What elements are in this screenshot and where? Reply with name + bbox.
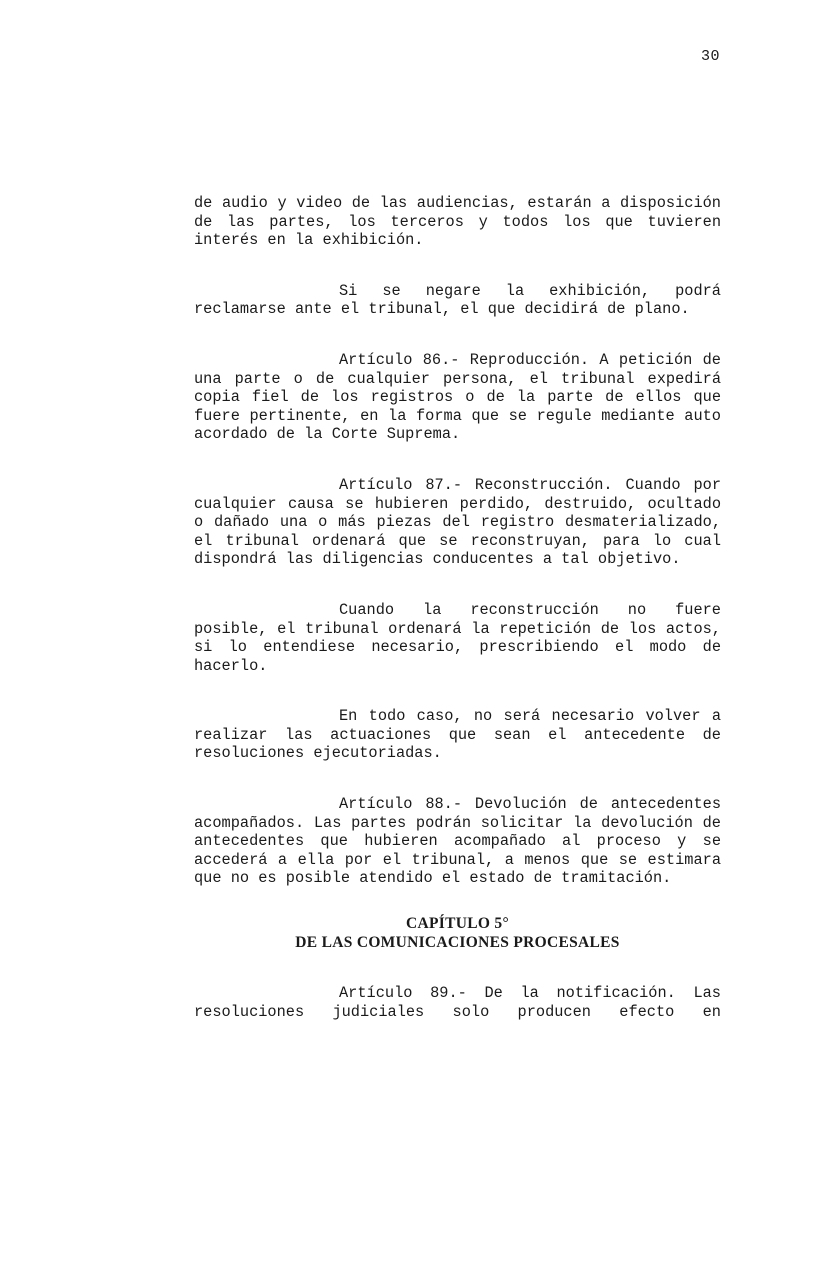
chapter-heading bbox=[194, 914, 721, 952]
paragraph-articulo-87: Artículo 87.- Reconstrucción. Cuando por cualquier causa se hubieren perdido, destruido, ocultado o dañado una o más piezas del registro desmaterializado, el tribunal ordenará que se reconstruyan, para lo cual dispondrá las diligencias conducentes a tal objetivo. bbox=[194, 475, 721, 569]
document-body bbox=[194, 194, 721, 1021]
paragraph-articulo-89: Artículo 89.- De la notificación. Las resoluciones judiciales solo producen efecto en bbox=[194, 984, 721, 1021]
chapter-number: CAPÍTULO 5° bbox=[406, 915, 509, 933]
paragraph-reconstruccion-no-posible: Cuando la reconstrucción no fuere posible, el tribunal ordenará la repetición de los actos, si lo entendiese necesario, prescribiendo el modo de hacerlo. bbox=[194, 600, 721, 675]
paragraph-articulo-86: Artículo 86.- Reproducción. A petición de una parte o de cualquier persona, el tribunal expedirá copia fiel de los registros o de la parte de ellos que fuere pertinente, en la forma que se regule mediante auto acordado de la Corte Suprema. bbox=[194, 350, 721, 444]
page-number: 30 bbox=[700, 48, 720, 65]
paragraph-articulo-88: Artículo 88.- Devolución de antecedentes acompañados. Las partes podrán solicitar la devolución de antecedentes que hubieren acompañado al proceso y se accederá a ella por el tribunal, a menos que se estimara que no es posible atendido el estado de tramitación. bbox=[194, 795, 721, 888]
paragraph-audio-video: de audio y video de las audiencias, estarán a disposición de las partes, los terceros y todos los que tuvieren interés en la exhibición. bbox=[194, 194, 721, 250]
paragraph-en-todo-caso: En todo caso, no será necesario volver a realizar las actuaciones que sean el antecedente de resoluciones ejecutoriadas. bbox=[194, 707, 721, 763]
chapter-title: DE LAS COMUNICACIONES PROCESALES bbox=[295, 934, 620, 952]
paragraph-negare-exhibicion: Si se negare la exhibición, podrá reclamarse ante el tribunal, el que decidirá de plano. bbox=[194, 281, 721, 319]
